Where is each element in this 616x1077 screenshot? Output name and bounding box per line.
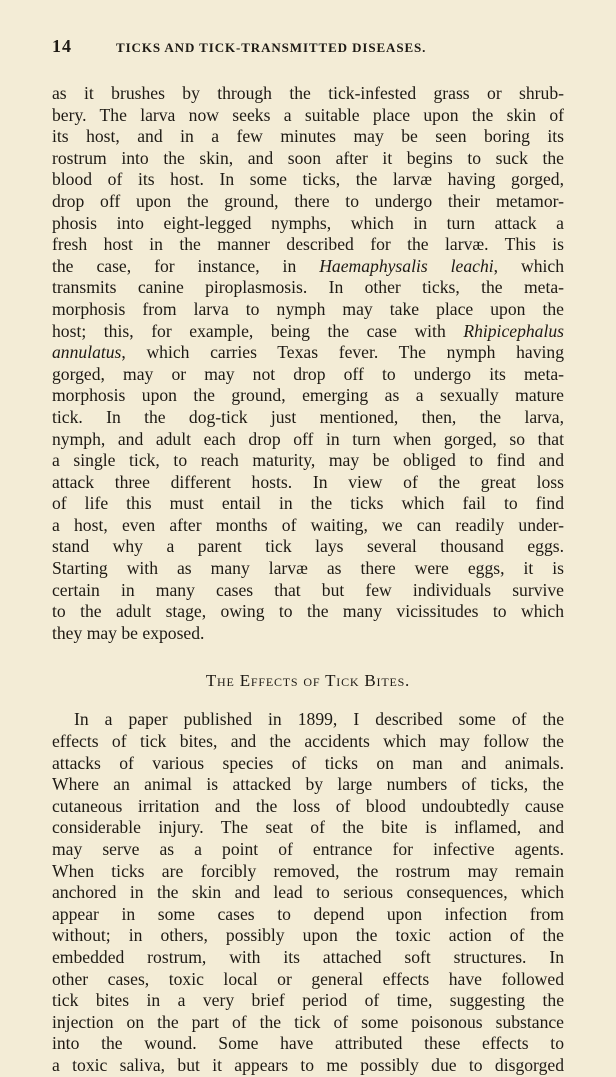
- section-heading: The Effects of Tick Bites.: [205, 671, 411, 691]
- text-line: without; in others, possibly upon the toxic action of the: [52, 925, 564, 946]
- text-line: a toxic saliva, but it appears to me possibly due to disgorged: [52, 1054, 564, 1075]
- text-line: [52, 256, 564, 278]
- text-line: injection on the part of the tick of some poisonous substance: [52, 1011, 564, 1032]
- paragraph-tick-bites: [52, 709, 564, 1076]
- text-line: of life this must entail in the ticks which fail to find: [52, 493, 564, 514]
- text-line: embedded rostrum, with its attached soft structures. In: [52, 946, 564, 967]
- text-segment: , which: [493, 255, 564, 276]
- text-segment: host; this, for example, being the case with: [52, 320, 464, 341]
- text-line: to the adult stage, owing to the many vicissitudes to which: [52, 601, 564, 622]
- text-line: phosis into eight-legged nymphs, which in turn attack a: [52, 212, 564, 233]
- text-line: When ticks are forcibly removed, the rostrum may remain: [52, 860, 564, 881]
- text-line: effects of tick bites, and the accidents which may follow the: [52, 731, 564, 752]
- page-number: 14: [52, 36, 72, 56]
- text-line: drop off upon the ground, there to undergo their metamor-: [52, 190, 564, 211]
- text-line: they may be exposed.: [52, 622, 205, 643]
- text-line: [52, 342, 564, 364]
- text-line: fresh host in the manner described for the larvæ. This is: [52, 234, 564, 255]
- text-line: [52, 321, 564, 343]
- text-line: anchored in the skin and lead to serious consequences, which: [52, 882, 564, 903]
- text-line: Starting with as many larvæ as there were eggs, it is: [52, 558, 564, 579]
- running-head: [52, 36, 564, 57]
- text-line: into the wound. Some have attributed these effects to: [52, 1033, 564, 1054]
- paragraph-life-cycle: [52, 83, 564, 644]
- species-name-annulatus: annulatus: [52, 342, 122, 363]
- text-line: gorged, may or may not drop off to undergo its meta-: [52, 363, 564, 384]
- text-line: a single tick, to reach maturity, may be obliged to find and: [52, 450, 564, 471]
- text-line: appear in some cases to depend upon infection from: [52, 903, 564, 924]
- text-line: other cases, toxic local or general effects have followed: [52, 968, 564, 989]
- text-segment: , which carries Texas fever. The nymph having: [121, 342, 564, 363]
- text-line: tick. In the dog-tick just mentioned, then, the larva,: [52, 406, 564, 427]
- text-line: attacks of various species of ticks on man and animals.: [52, 752, 564, 773]
- text-line: tick bites in a very brief period of time, suggesting the: [52, 990, 564, 1011]
- text-line: as it brushes by through the tick-infested grass or shrub-: [52, 83, 564, 103]
- text-line: rostrum into the skin, and soon after it begins to suck the: [52, 147, 564, 168]
- text-line: certain in many cases that but few individuals survive: [52, 579, 564, 600]
- text-line: stand why a parent tick lays several thousand eggs.: [52, 536, 564, 557]
- species-name-rhipicephalus: Rhipicephalus: [463, 320, 564, 341]
- text-segment: the case, for instance, in: [52, 255, 320, 276]
- text-line: Where an animal is attacked by large numbers of ticks, the: [52, 774, 564, 795]
- text-line: In a paper published in 1899, I described some of the: [74, 709, 564, 730]
- running-title: TICKS AND TICK-TRANSMITTED DISEASES.: [116, 40, 427, 55]
- text-line: its host, and in a few minutes may be seen boring its: [52, 126, 564, 147]
- text-line: transmits canine piroplasmosis. In other ticks, the meta-: [52, 277, 564, 298]
- text-line: a host, even after months of waiting, we can readily under-: [52, 514, 564, 535]
- text-line: morphosis upon the ground, emerging as a sexually mature: [52, 385, 564, 406]
- text-line: nymph, and adult each drop off in turn when gorged, so that: [52, 428, 564, 449]
- text-line: bery. The larva now seeks a suitable place upon the skin of: [52, 104, 564, 125]
- text-line: blood of its host. In some ticks, the larvæ having gorged,: [52, 169, 564, 190]
- text-line: morphosis from larva to nymph may take place upon the: [52, 298, 564, 319]
- text-line: considerable injury. The seat of the bite is inflamed, and: [52, 817, 564, 838]
- text-line: cutaneous irritation and the loss of blood undoubtedly cause: [52, 795, 564, 816]
- text-line: attack three different hosts. In view of the great loss: [52, 471, 564, 492]
- species-name-haemaphysalis: Haemaphysalis leachi: [319, 255, 494, 276]
- text-line: may serve as a point of entrance for infective agents.: [52, 839, 564, 859]
